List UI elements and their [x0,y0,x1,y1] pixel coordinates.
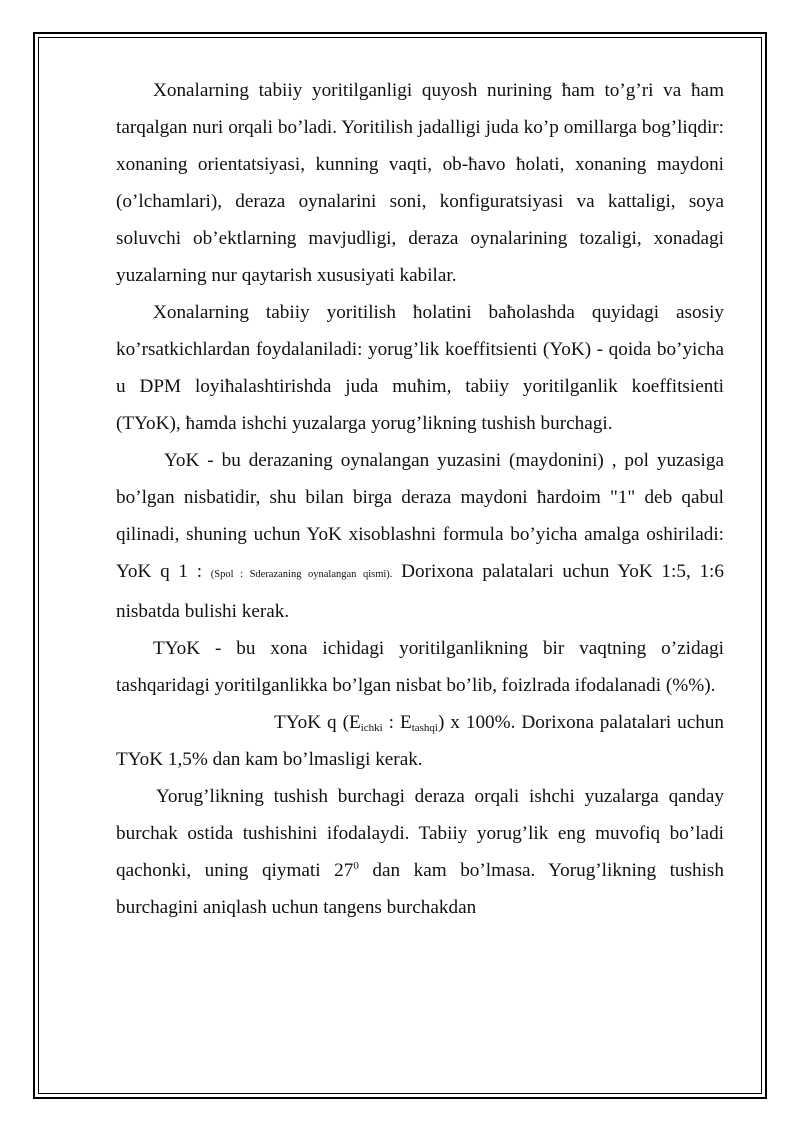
formula-part-b: : E [382,712,412,733]
yok-norm-text: Dorixona palatalari uchun YoK 1:5, 1:6 nisbatda bulishi kerak. [116,561,724,622]
paragraph-light-angle [116,778,724,926]
formula-part-a: TYoK q (E [274,712,361,733]
document-body [116,72,724,926]
paragraph-yok-definition [116,442,724,630]
formula-sub-tashqi: tashqi [411,722,438,734]
formula-part-c: ) x 100%. Dorixona palatalari uchun TYoK 1,5% dan kam bo’lmasligi kerak. [116,712,725,770]
degree-superscript: 0 [353,860,359,872]
paragraph-lighting-indicators: Xonalarning tabiiy yoritilish ħolatini baħolashda quyidagi asosiy ko’rsatkichlardan foydalaniladi: yorug’lik koeffitsienti (YoK) - qoida bo’yicha u DPM loyiħalashtirishda juda muħim, tabiiy yoritilganlik koeffitsienti (TYoK), ħamda ishchi yuzalarga yorug’likning tushish burchagi. [116,302,724,434]
paragraph-natural-lighting: Xonalarning tabiiy yoritilganligi quyosh nurining ħam to’g’ri va ħam tarqalgan nuri orqali bo’ladi. Yoritilish jadalligi juda ko’p omillarga bog’liqdir: xonaning orientatsiyasi, kunning vaqti, ob-ħavo ħolati, xonaning maydoni (o’lchamlari), deraza oynalarini soni, konfiguratsiyasi va kattaligi, soya soluvchi ob’ektlarning mavjudligi, deraza oynalarining tozaligi, xonadagi yuzalarning nur qaytarish xususiyati kabilar. [116,80,724,286]
yok-formula-note: (Spol : Sderazaning oynalangan qismi). [210,569,393,580]
angle-text-a: Yorug’likning tushish burchagi deraza orqali ishchi yuzalarga qanday burchak ostida tushishini ifodalaydi. Tabiiy yorug’lik eng muvofiq bo’ladi qachonki, uning qiymati 27 [116,786,724,881]
paragraph-tyok-formula [116,704,724,778]
formula-sub-ichki: ichki [360,722,383,734]
paragraph-tyok-definition: TYoK - bu xona ichidagi yoritilganlikning bir vaqtning o’zidagi tashqaridagi yoritilganlikka bo’lgan nisbat bo’lib, foizlrada ifodalanadi (%%). [116,638,724,696]
yok-text: YoK - bu derazaning oynalangan yuzasini (maydonini) , pol yuzasiga bo’lgan nisbatidir, shu bilan birga deraza maydoni ħardoim "1" deb qabul qilinadi, shuning uchun YoK xisoblashni formula bo’yicha amalga oshiriladi: YoK q 1 : [116,450,724,582]
angle-text-b: dan kam bo’lmasa. Yorug’likning tushish burchagini aniqlash uchun tangens burchakdan [116,860,724,918]
